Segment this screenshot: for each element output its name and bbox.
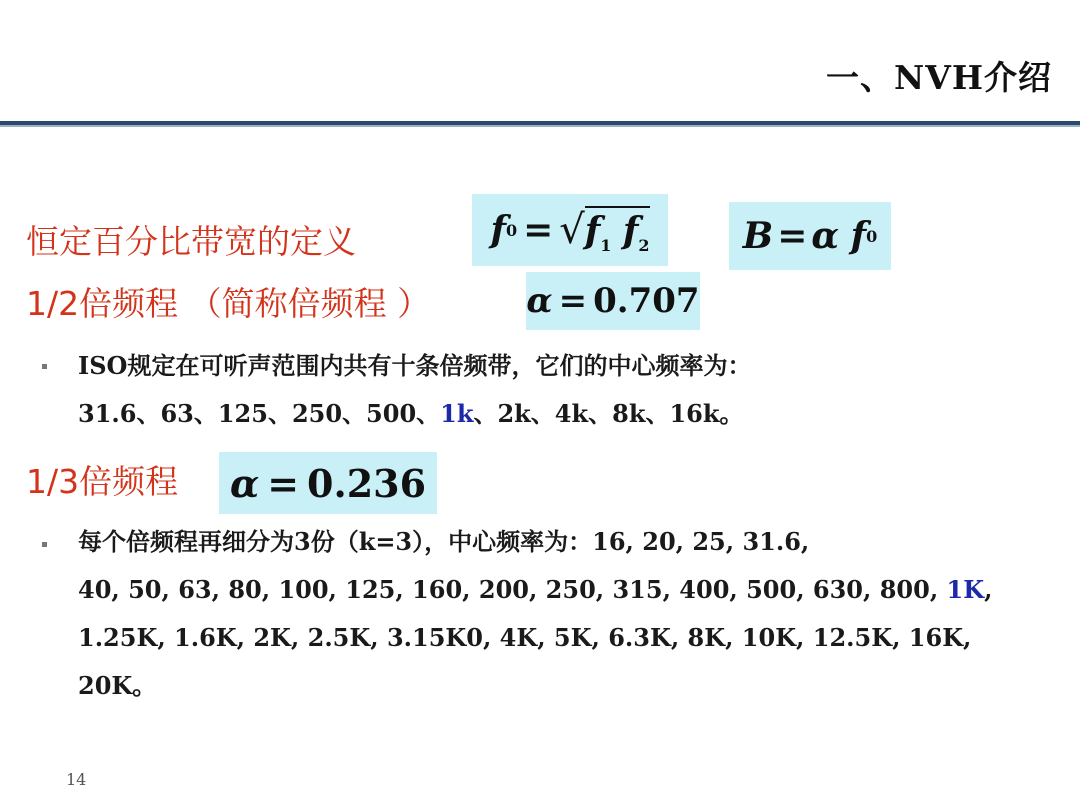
formula-B-f: f [850,215,867,257]
third-octave-heading: 1/3倍频程 [26,462,179,501]
alpha-equals-third: = [267,460,300,506]
alpha-symbol: α [526,281,553,321]
third-freq-list-pre: 40, 50, 63, 80, 100, 125, 160, 200, 250, 315, 400, 500, 630, 800, [78,575,947,604]
formula-f2: f [622,209,639,252]
bullet-marker-third [42,542,47,547]
alpha-value: 0.707 [593,281,700,321]
formula-f0-radicand [585,206,650,255]
sqrt-symbol: √ [559,207,585,253]
bullet-marker [42,364,47,369]
formula-B [729,202,891,270]
octave-bullet-line2 [78,390,1028,438]
formula-B-alpha: α [811,215,840,257]
octave-bullet-text [78,342,1028,438]
octave-freq-list-post: 、2k、4k、8k、16k。 [473,399,744,428]
alpha-formula-octave [526,272,700,330]
third-bullet-line1: 每个倍频程再细分为3份（k=3），中心频率为：16, 20, 25, 31.6, [78,527,810,556]
formula-B-lhs: B [742,215,774,257]
third-bullet-line2 [78,566,1028,614]
formula-f1: f [584,209,601,252]
formula-f0-lhs-sub: 0 [505,220,518,240]
third-bullet-line4: 20K。 [78,671,157,700]
formula-f2-sub: 2 [638,235,650,255]
formula-f0-equals: = [523,209,554,251]
third-freq-list-post: , [984,575,993,604]
page-number: 14 [66,770,87,789]
formula-B-equals: = [777,215,808,257]
slide-title: 一、NVH介绍 [826,58,1052,97]
third-bullet-line3: 1.25K, 1.6K, 2K, 2.5K, 3.15K0, 4K, 5K, 6.3K, 8K, 10K, 12.5K, 16K, [78,623,972,652]
octave-bullet-line1: ISO规定在可听声范围内共有十条倍频带，它们的中心频率为： [78,351,752,380]
octave-freq-highlight: 1k [440,399,474,428]
formula-f0-lhs: f [490,209,506,251]
alpha-formula-third-octave [219,452,437,514]
definition-heading: 恒定百分比带宽的定义 [26,222,356,261]
header-divider-shadow [0,125,1080,127]
octave-freq-list-pre: 31.6、63、125、250、500、 [78,399,441,428]
alpha-symbol-third: α [229,460,260,506]
formula-f0 [472,194,668,266]
octave-heading: 1/2倍频程 （简称倍频程 ） [26,284,431,323]
third-octave-bullet-text [78,518,1028,710]
formula-f1-sub: 1 [600,235,612,255]
third-freq-highlight: 1K [946,575,985,604]
alpha-equals: = [558,281,588,321]
alpha-value-third: 0.236 [307,460,427,506]
formula-B-f-sub: 0 [866,226,878,246]
